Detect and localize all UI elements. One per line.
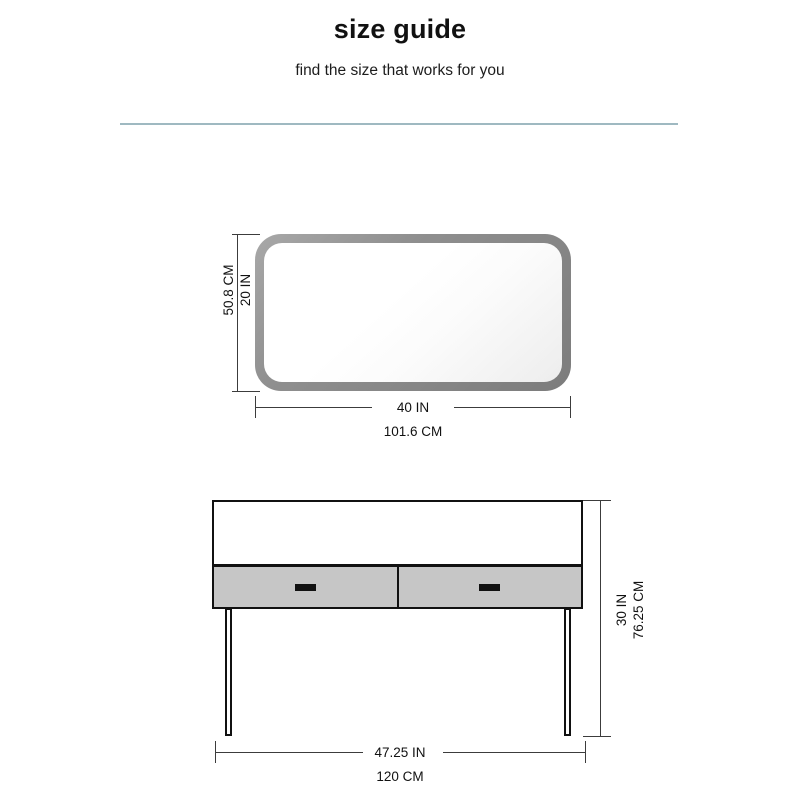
console-height-label-inches: 30 IN (614, 593, 629, 627)
console-width-tick-right (585, 741, 586, 763)
mirror-width-tick-left (255, 396, 256, 418)
console-width-label-cm: 120 CM (376, 769, 424, 784)
mirror-height-tick-bottom (232, 391, 260, 392)
mirror-height-label-cm: 50.8 CM (221, 264, 236, 316)
mirror-frame (255, 234, 571, 391)
console-drawer-left (214, 567, 397, 607)
header-divider (120, 123, 678, 125)
mirror-glass (264, 243, 562, 382)
header (0, 0, 800, 80)
console-width-label-inches: 47.25 IN (374, 745, 426, 760)
drawer-handle-icon (479, 584, 500, 591)
mirror-width-label-cm: 101.6 CM (383, 424, 443, 439)
console-height-dimension-line (600, 500, 601, 736)
page-subtitle: find the size that works for you (295, 62, 505, 79)
mirror-width-tick-right (570, 396, 571, 418)
console-width-tick-left (215, 741, 216, 763)
mirror-width-label-inches: 40 IN (396, 400, 430, 415)
console-drawer-right (397, 567, 582, 607)
page-title: size guide (333, 14, 467, 44)
console-body (212, 500, 583, 566)
console-drawer-row (212, 565, 583, 609)
console-height-tick-bottom (583, 736, 611, 737)
console-height-tick-top (583, 500, 611, 501)
mirror-height-label-inches: 20 IN (238, 273, 253, 307)
drawer-handle-icon (295, 584, 316, 591)
console-leg-right (564, 608, 571, 736)
console-height-label-cm: 76.25 CM (631, 580, 646, 640)
console-leg-left (225, 608, 232, 736)
